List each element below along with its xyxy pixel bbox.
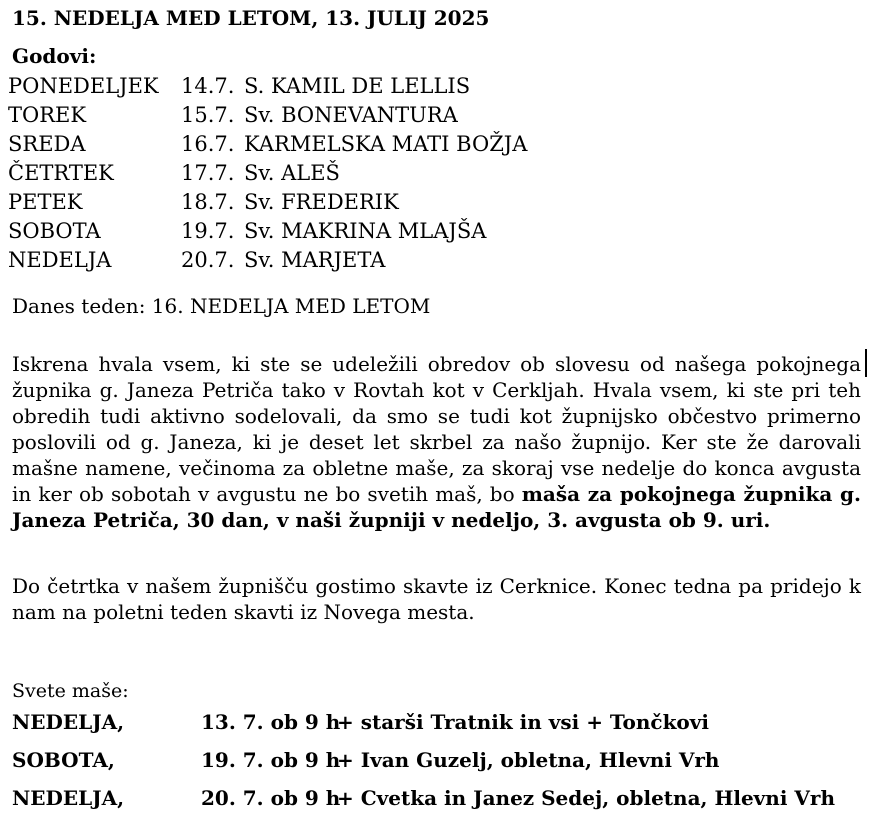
feast-date: 20.7. xyxy=(181,248,235,272)
mass-day: NEDELJA, xyxy=(12,710,125,734)
mass-time: 19. 7. ob 9 h xyxy=(201,748,341,772)
feast-saint: Sv. BONEVANTURA xyxy=(244,103,458,127)
feast-saint: Sv. ALEŠ xyxy=(244,161,340,185)
scouts-paragraph: Do četrtka v našem župnišču gostimo skavte iz Cerknice. Konec tedna pa pridejo k nam na poletni teden skavti iz Novega mesta. xyxy=(12,574,861,624)
feast-day: ČETRTEK xyxy=(8,161,114,185)
next-week-note: Danes teden: 16. NEDELJA MED LETOM xyxy=(12,294,431,318)
feast-date: 14.7. xyxy=(181,74,235,98)
feast-date: 18.7. xyxy=(181,190,235,214)
page-title: 15. NEDELJA MED LETOM, 13. JULIJ 2025 xyxy=(12,6,490,30)
feast-date: 16.7. xyxy=(181,132,235,156)
text-cursor xyxy=(865,349,867,377)
feast-day: PONEDELJEK xyxy=(8,74,159,98)
mass-intention: + Ivan Guzelj, obletna, Hlevni Vrh xyxy=(337,748,720,772)
feast-day: SREDA xyxy=(8,132,86,156)
feast-row xyxy=(8,217,608,246)
feast-saint: Sv. MARJETA xyxy=(244,248,386,272)
feast-row xyxy=(8,246,608,275)
memorial-mass-note: maša za pokojnega župnika g. Janeza Petriča, 30 dan, v naši župniji v nedeljo, 3. avgusta ob 9. uri. xyxy=(12,482,862,532)
feasts-title: Godovi: xyxy=(12,44,97,68)
feast-day: NEDELJA xyxy=(8,248,112,272)
mass-time: 20. 7. ob 9 h xyxy=(201,786,341,810)
feast-day: TOREK xyxy=(8,103,87,127)
feast-row xyxy=(8,188,608,217)
feast-date: 17.7. xyxy=(181,161,235,185)
feasts-list xyxy=(8,72,608,275)
mass-time: 13. 7. ob 9 h xyxy=(201,710,341,734)
feast-saint: S. KAMIL DE LELLIS xyxy=(244,74,471,98)
feast-saint: Sv. MAKRINA MLAJŠA xyxy=(244,219,487,243)
feast-row xyxy=(8,130,608,159)
mass-intention: + Cvetka in Janez Sedej, obletna, Hlevni Vrh xyxy=(337,786,835,810)
feast-row xyxy=(8,101,608,130)
feast-row xyxy=(8,72,608,101)
feast-saint: KARMELSKA MATI BOŽJA xyxy=(244,132,528,156)
feast-day: PETEK xyxy=(8,190,83,214)
feast-date: 19.7. xyxy=(181,219,235,243)
thanks-paragraph xyxy=(12,351,861,533)
masses-title: Svete maše: xyxy=(12,680,129,702)
feast-row xyxy=(8,159,608,188)
feast-saint: Sv. FREDERIK xyxy=(244,190,399,214)
mass-day: SOBOTA, xyxy=(12,748,115,772)
thanks-text: Iskrena hvala vsem, ki ste se udeležili obredov ob slovesu od našega pokojnega župnika g. Janeza Petriča tako v Rovtah kot v Cerkljah. Hvala vsem, ki ste pri teh obredih tudi aktivno sodelovali, da smo se tudi kot župnijsko občestvo primerno poslovili od g. Janeza, ki je deset let skrbel za našo župnijo. Ker ste že darovali mašne namene, večinoma za obletne maše, za skoraj vse nedelje do konca avgusta in ker ob sobotah v avgustu ne bo svetih maš, bo xyxy=(12,352,861,506)
mass-intention: + starši Tratnik in vsi + Tončkovi xyxy=(337,710,709,734)
feast-date: 15.7. xyxy=(181,103,235,127)
mass-day: NEDELJA, xyxy=(12,786,125,810)
feast-day: SOBOTA xyxy=(8,219,101,243)
